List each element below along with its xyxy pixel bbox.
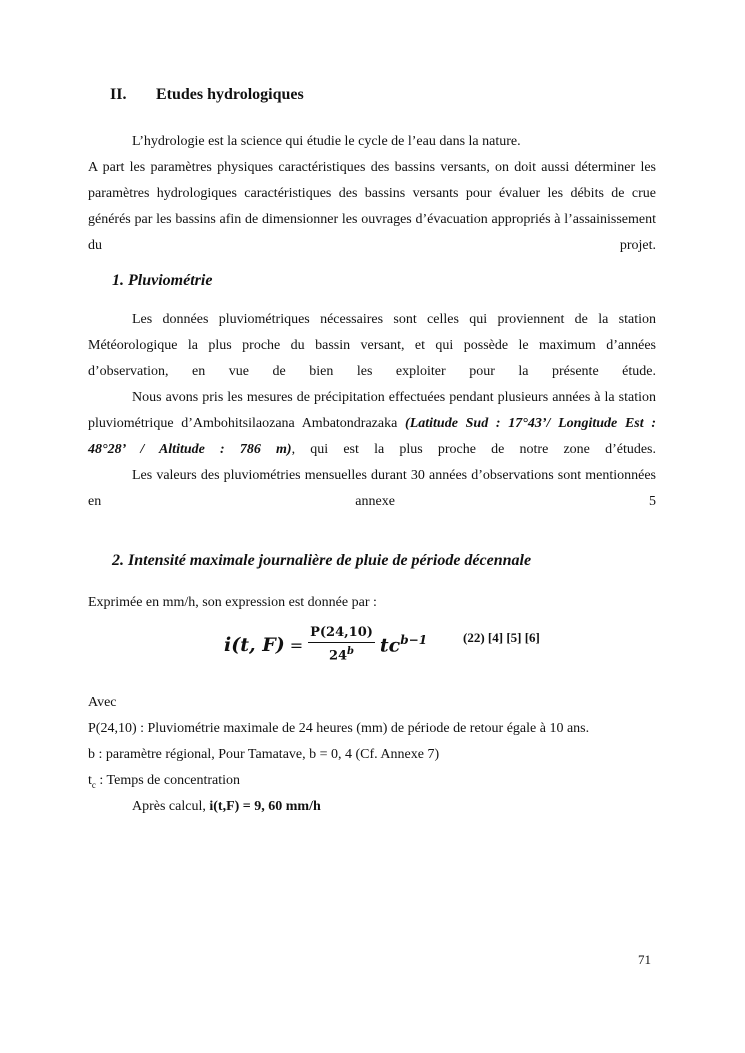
pluviometry-paragraph-2	[88, 385, 656, 463]
tc-subscript: c	[91, 779, 96, 790]
formula-rhs	[380, 633, 427, 656]
formula-denominator	[329, 643, 354, 664]
station-description-end: , qui est la plus proche de notre zone d’études.	[291, 442, 656, 457]
tc-symbol: t	[88, 773, 92, 788]
denominator-exponent: b	[347, 646, 355, 658]
formula-intro: Exprimée en mm/h, son expression est donnée par :	[88, 595, 377, 610]
station-coordinates: (Latitude Sud : 17°43’/ Longitude Est : 48°28’ / Altitude : 786 m)	[88, 416, 656, 457]
formula-references: (22) [4] [5] [6]	[463, 630, 540, 645]
intro-first-line: L’hydrologie est la science qui étudie le cycle de l’eau dans la nature.	[132, 134, 521, 149]
pluviometry-paragraph-1: Les données pluviométriques nécessaires sont celles qui proviennent de la station Météorologique la plus proche du bassin versant, et qui possède le maximum d’années d’observation, en vue de bien les exploiter pour la présente étude.	[88, 312, 656, 379]
subsection-1-title: 1. Pluviométrie	[112, 272, 213, 289]
avec-label: Avec	[88, 695, 117, 710]
station-description: Nous avons pris les mesures de précipitation effectuées pendant plusieurs années à la station pluviométrique d’Ambohitsilaozana Ambatondrazaka	[88, 390, 656, 431]
intensity-formula	[224, 622, 427, 668]
rhs-exponent: b−1	[400, 633, 428, 648]
pluviometry-paragraph-3: Les valeurs des pluviométries mensuelles durant 30 années d’observations sont mentionnées en annexe 5	[88, 468, 656, 509]
calculation-result	[88, 794, 656, 820]
section-number: II.	[110, 86, 127, 103]
tc-definition: : Temps de concentration	[95, 773, 241, 788]
formula-equals: =	[289, 635, 304, 655]
result-prefix: Après calcul,	[132, 799, 210, 814]
subsection-2-title: 2. Intensité maximale journalière de pluie de période décennale	[112, 552, 532, 569]
denominator-base: 24	[328, 648, 348, 664]
definition-p24-10: P(24,10) : Pluviométrie maximale de 24 heures (mm) de période de retour égale à 10 ans.	[88, 721, 590, 736]
section-title: Etudes hydrologiques	[156, 86, 304, 103]
definition-b: b : paramètre régional, Pour Tamatave, b = 0, 4 (Cf. Annexe 7)	[88, 747, 440, 762]
result-value: i(t,F) = 9, 60 mm/h	[209, 799, 321, 814]
formula-numerator: P(24,10)	[308, 625, 375, 643]
page-number: 71	[638, 952, 651, 967]
intro-paragraph: A part les paramètres physiques caractéristiques des bassins versants, on doit aussi déterminer les paramètres hydrologiques caractéristiques des bassins versants pour évaluer les débits de crue générés par les bassins afin de dimensionner les ouvrages d’évacuation appropriés à l’assainissement du projet.	[88, 160, 656, 253]
formula-fraction	[308, 625, 375, 664]
rhs-base: tc	[379, 634, 401, 657]
section-heading	[110, 86, 304, 104]
formula-lhs: i(t, F)	[224, 634, 285, 656]
